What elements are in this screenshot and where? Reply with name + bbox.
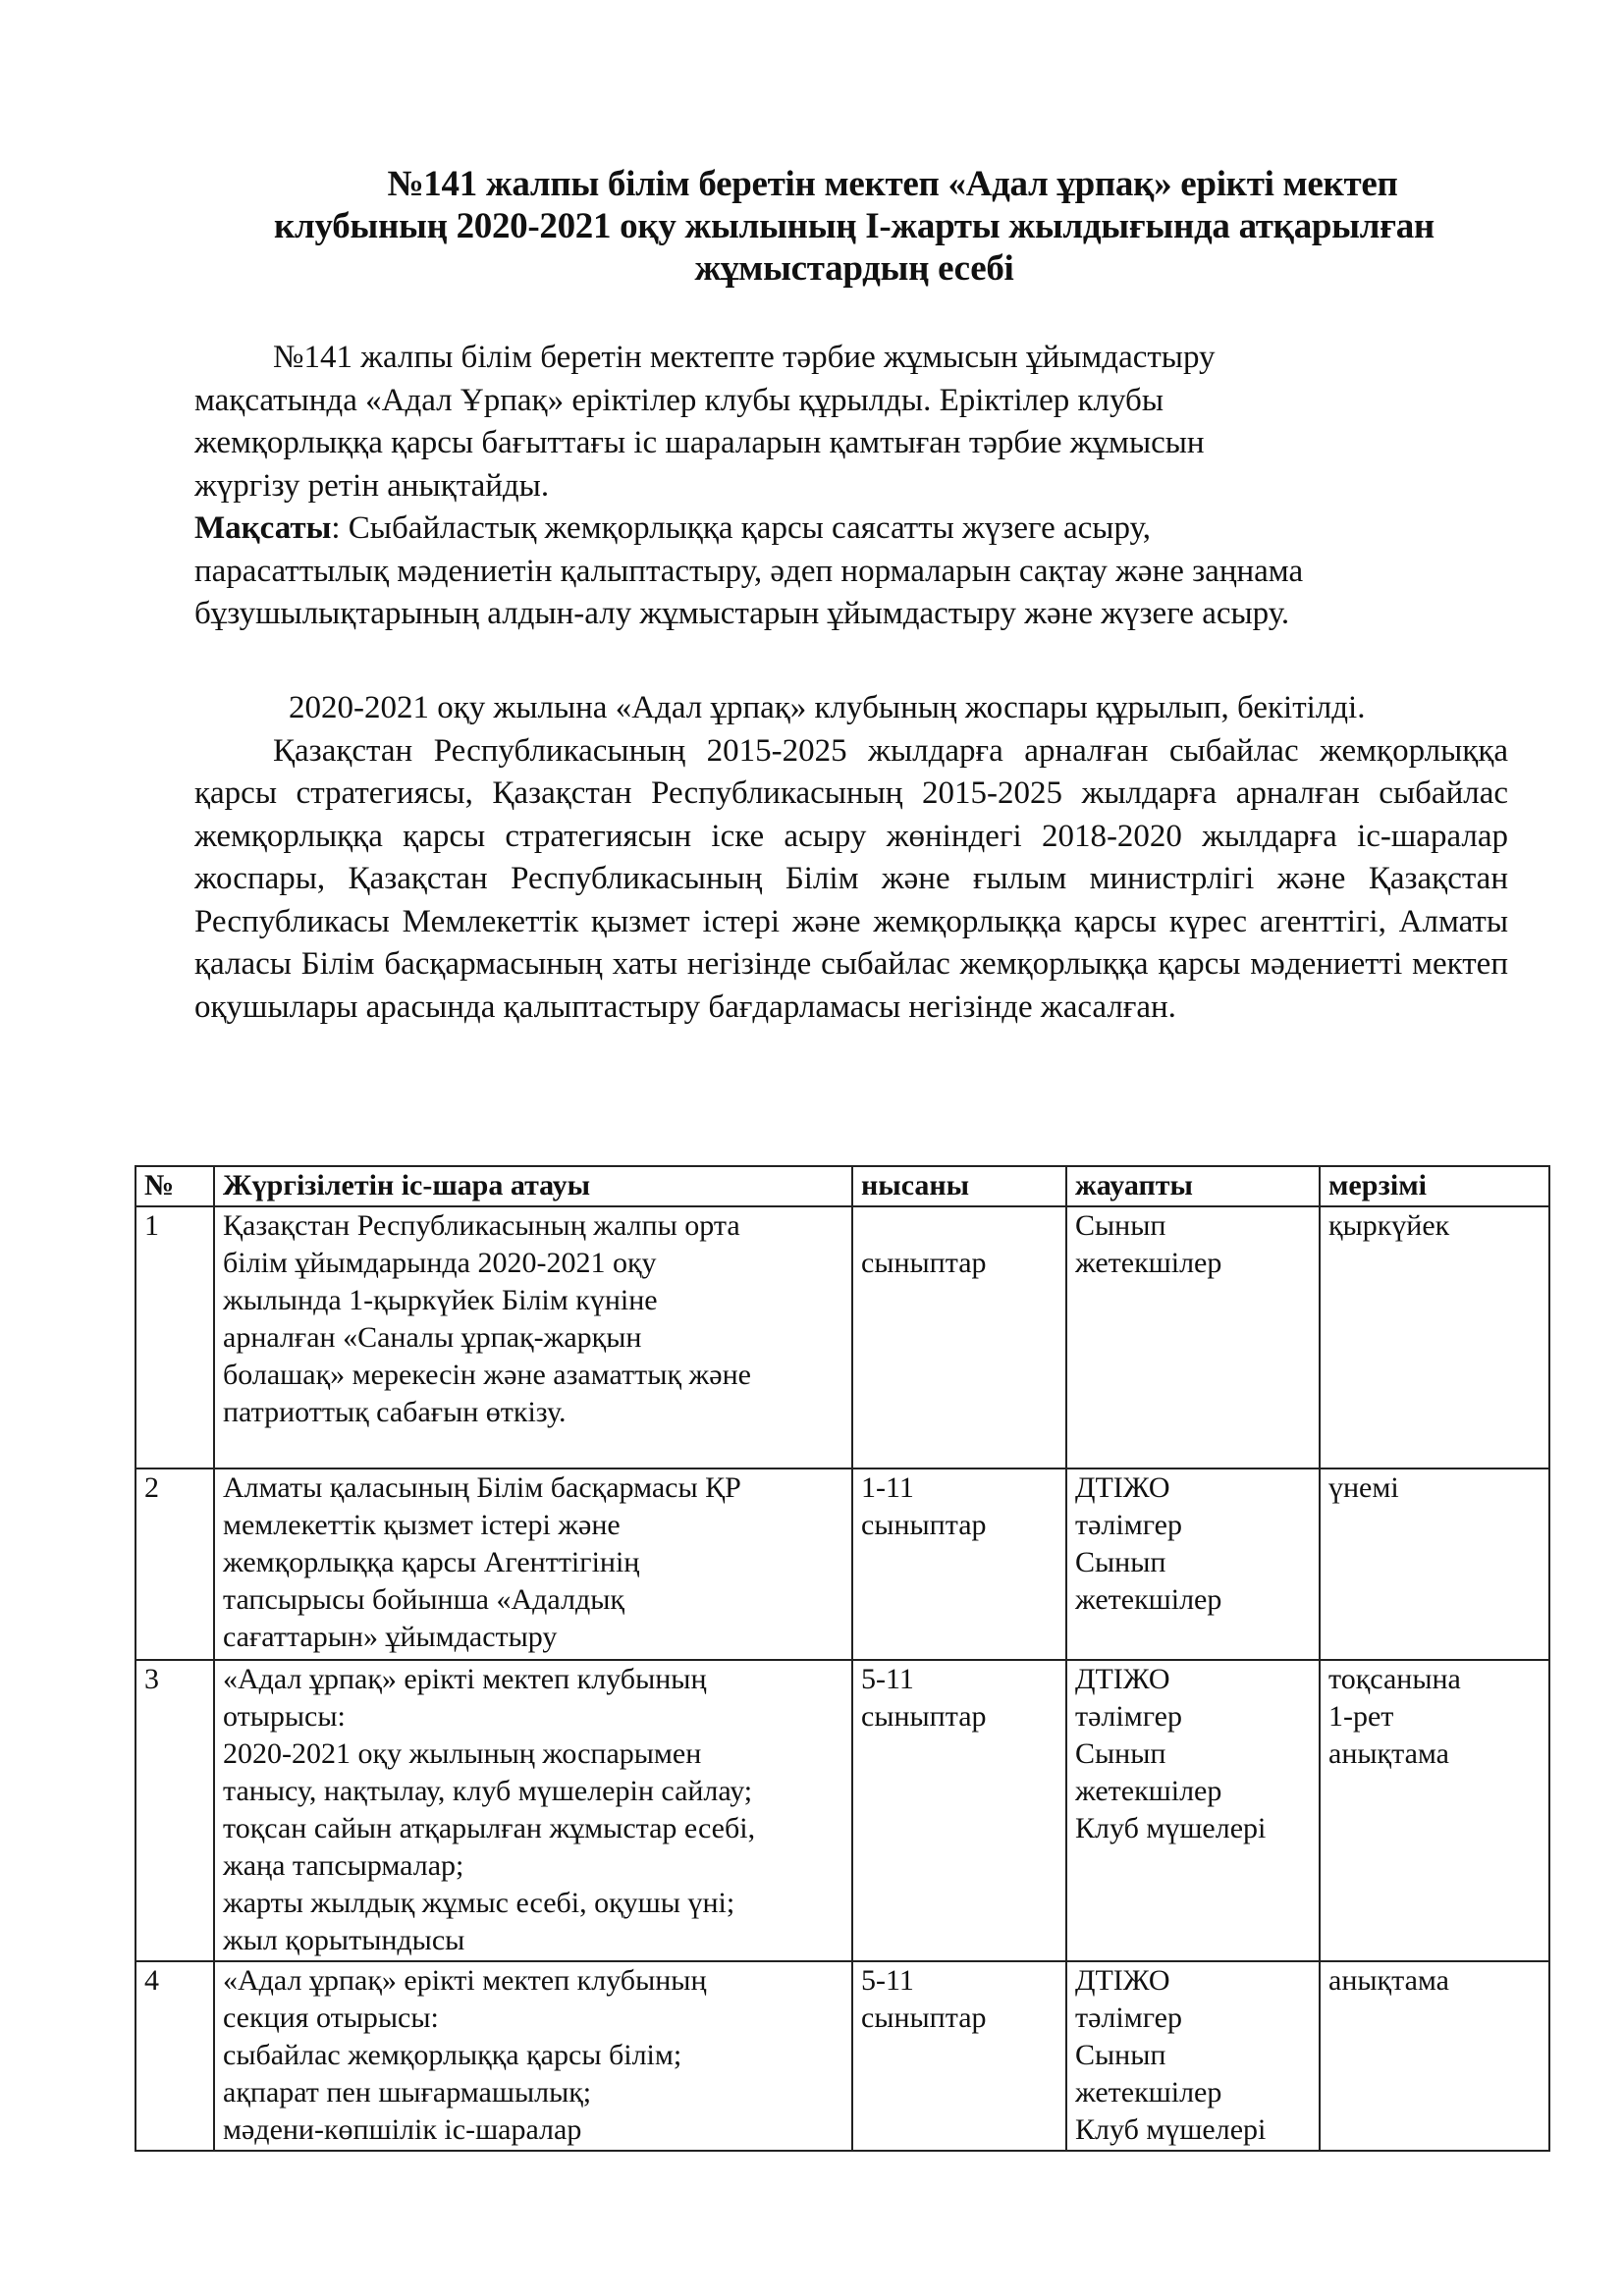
goal-label: Мақсаты [194,510,332,546]
cell-line: 5-11 [861,1663,914,1695]
cell-line: тәлімгер [1075,1700,1182,1733]
cell-line: танысу, нақтылау, клуб мүшелерін сайлау; [223,1775,753,1807]
table-row [135,1961,1549,2151]
cell-line: жарты жылдық жұмыс есебі, оқушы үні; [223,1887,735,1919]
cell-line: тоқсан сайын атқарылған жұмыстар есебі, [223,1812,756,1844]
cell-line: 5-11 [861,1964,914,1997]
cell-line: үнемі [1328,1471,1399,1504]
intro-line: мақсатында «Адал Ұрпақ» еріктілер клубы құрылды. Еріктілер клубы [194,382,1164,418]
cell-line: Сынып [1075,1546,1166,1578]
cell-line: сыныптар [861,1700,987,1733]
cell-line: Қазақстан Республикасының жалпы орта [223,1209,740,1242]
cell-responsible [1066,1206,1320,1468]
cell-line: қыркүйек [1328,1209,1450,1242]
cell-line: жылында 1-қыркүйек Білім күніне [223,1284,658,1316]
cell-number: 2 [135,1468,214,1660]
intro-line: жүргізу ретін анықтайды. [194,467,550,504]
cell-number: 4 [135,1961,214,2151]
cell-line: «Адал ұрпақ» ерікті мектеп клубының [223,1964,707,1997]
cell-line: сыныптар [861,1247,987,1279]
document-title [196,163,1512,290]
cell-event [214,1468,852,1660]
cell-number: 3 [135,1660,214,1961]
cell-term [1320,1660,1549,1961]
plan-section [194,687,1508,1029]
cell-line: «Адал ұрпақ» ерікті мектеп клубының [223,1663,707,1695]
cell-line: мәдени-көпшілік іс-шаралар [223,2113,582,2146]
intro-line: №141 жалпы білім беретін мектепте тәрбие жұмысын ұйымдастыру [273,340,1216,375]
cell-line: білім ұйымдарында 2020-2021 оқу [223,1247,657,1279]
goal-text: : Сыбайластық жемқорлыққа қарсы саясатты жүзеге асыру, [331,510,1151,546]
cell-line: арналған «Саналы ұрпақ-жарқын [223,1321,642,1354]
header-event-name: Жүргізілетін іс-шара атауы [214,1166,852,1206]
cell-line: жаңа тапсырмалар; [223,1849,464,1882]
cell-line: Алматы қаласының Білім басқармасы ҚР [223,1471,741,1504]
goal-line: парасаттылық мәдениетін қалыптастыру, әдеп нормаларын сақтау және заңнама [194,553,1304,589]
cell-line: 1-рет [1328,1700,1394,1733]
cell-term [1320,1206,1549,1468]
cell-line: ДТІЖО [1075,1964,1170,1997]
cell-number: 1 [135,1206,214,1468]
cell-term [1320,1961,1549,2151]
cell-event [214,1961,852,2151]
cell-form [852,1468,1066,1660]
header-term: мерзімі [1320,1166,1549,1206]
intro-line: жемқорлыққа қарсы бағыттағы іс шараларын қамтыған тәрбие жұмысын [194,425,1205,460]
cell-line: отырысы: [223,1700,346,1733]
title-line: №141 жалпы білім беретін мектеп «Адал ұрпақ» ерікті мектеп [387,164,1398,204]
events-table [135,1165,1550,2152]
cell-line: жетекшілер [1075,1583,1222,1616]
cell-event [214,1660,852,1961]
cell-line: Сынып [1075,1737,1166,1770]
cell-line: 1-11 [861,1471,914,1504]
cell-line: жемқорлыққа қарсы Агенттігінің [223,1546,640,1578]
intro-section [194,337,1508,636]
cell-line: жетекшілер [1075,1775,1222,1807]
cell-term [1320,1468,1549,1660]
table-row [135,1660,1549,1961]
cell-form [852,1961,1066,2151]
cell-responsible [1066,1660,1320,1961]
cell-form [852,1206,1066,1468]
header-responsible: жауапты [1066,1166,1320,1206]
table-row [135,1206,1549,1468]
title-line: клубының 2020-2021 оқу жылының І-жарты жылдығында атқарылған [274,206,1435,246]
title-line: жұмыстардың есебі [694,248,1014,289]
table-row [135,1468,1549,1660]
cell-line: жыл қорытындысы [223,1924,465,1956]
cell-line: сыбайлас жемқорлыққа қарсы білім; [223,2039,682,2071]
cell-line: тәлімгер [1075,1509,1182,1541]
basis-paragraph: Қазақстан Республикасының 2015-2025 жылдарға арналған сыбайлас жемқорлыққа қарсы стратегиясы, Қазақстан Республикасының 2015-2025 жылдарға арналған сыбайлас жемқорлыққа қарсы стратегиясын іске асыру жөніндегі 2018-2020 жылдарға іс-шаралар жоспары, Қазақстан Республикасының Білім және ғылым министрлігі және Қазақстан Республикасы Мемлекеттік қызмет істері және жемқорлыққа қарсы күрес агенттігі, Алматы қаласы Білім басқармасының хаты негізінде сыбайлас жемқорлыққа қарсы мәдениетті мектеп оқушылары арасында қалыптастыру бағдарламасы негізінде жасалған. [194,732,1508,1025]
header-number: № [135,1166,214,1206]
cell-line: секция отырысы: [223,2002,439,2034]
cell-line: сыныптар [861,1509,987,1541]
cell-line: сағаттарын» ұйымдастыру [223,1621,558,1653]
cell-line: анықтама [1328,1964,1449,1997]
cell-line: болашақ» мерекесін және азаматтық және [223,1359,751,1391]
cell-responsible [1066,1468,1320,1660]
cell-line: ДТІЖО [1075,1663,1170,1695]
cell-line: Клуб мүшелері [1075,2113,1267,2146]
table-header-row [135,1166,1549,1206]
goal-line: бұзушылықтарының алдын-алу жұмыстарын ұйымдастыру және жүзеге асыру. [194,596,1290,631]
cell-form [852,1660,1066,1961]
cell-line: патриоттық сабағын өткізу. [223,1396,567,1428]
cell-line: жетекшілер [1075,1247,1222,1279]
plan-paragraph: 2020-2021 оқу жылына «Адал ұрпақ» клубының жоспары құрылып, бекітілді. [289,690,1366,725]
cell-line: 2020-2021 оқу жылының жоспарымен [223,1737,702,1770]
cell-line: Сынып [1075,2039,1166,2071]
cell-event [214,1206,852,1468]
cell-line: тапсырысы бойынша «Адалдық [223,1583,624,1616]
cell-line: тоқсанына [1328,1663,1461,1695]
cell-line: Клуб мүшелері [1075,1812,1267,1844]
cell-line: жетекшілер [1075,2076,1222,2109]
cell-line: ДТІЖО [1075,1471,1170,1504]
cell-line: тәлімгер [1075,2002,1182,2034]
cell-line: ақпарат пен шығармашылық; [223,2076,592,2109]
goal-line [194,507,1508,551]
cell-line: сыныптар [861,2002,987,2034]
cell-line: анықтама [1328,1737,1449,1770]
cell-responsible [1066,1961,1320,2151]
cell-line: мемлекеттік қызмет істері және [223,1509,621,1541]
header-form: нысаны [852,1166,1066,1206]
cell-line: Сынып [1075,1209,1166,1242]
